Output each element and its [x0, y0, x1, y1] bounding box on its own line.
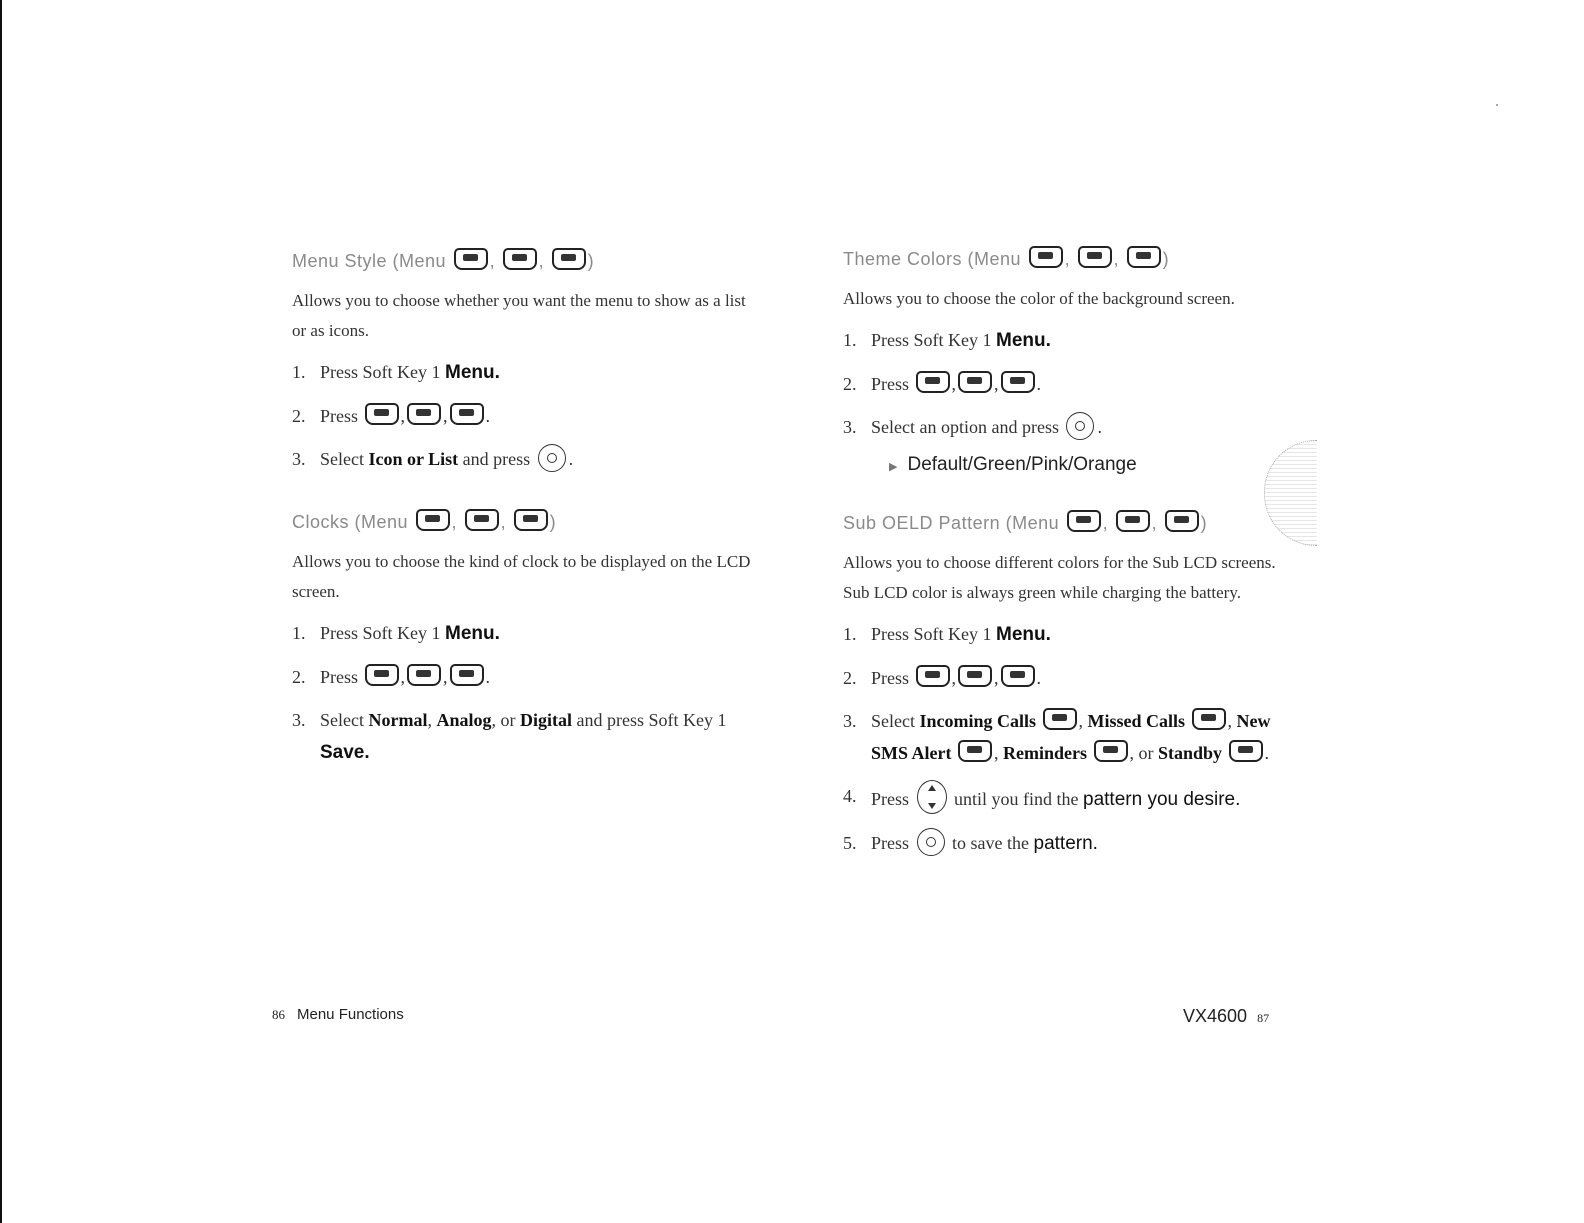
left-page-number: 86 — [272, 1007, 285, 1022]
key-8-icon — [416, 509, 450, 531]
key-8-icon — [916, 371, 950, 393]
footer-right — [1183, 1006, 1269, 1027]
footer-left — [272, 1006, 404, 1023]
key-4-icon — [1094, 740, 1128, 762]
sub-oled-step-4: 4. Press until you find the pattern you desire. — [843, 780, 1283, 816]
menu-style-step-1: 1. Press Soft Key 1 Menu. — [292, 362, 500, 383]
key-2-icon — [407, 403, 441, 425]
clocks-description: Allows you to choose the kind of clock to be displayed on the LCD screen. — [292, 552, 751, 601]
theme-colors-description: Allows you to choose the color of the background screen. — [843, 289, 1235, 308]
menu-style-heading: Menu Style (Menu , , ) — [292, 248, 762, 272]
key-6-icon — [450, 403, 484, 425]
scan-edge-line — [0, 0, 2, 1223]
key-2-icon — [1116, 510, 1150, 532]
right-page-number: 87 — [1257, 1011, 1270, 1025]
arrow-icon: ▶ — [889, 461, 898, 473]
key-2-icon — [1192, 708, 1226, 730]
theme-colors-section — [843, 246, 1283, 476]
key-2-icon — [465, 509, 499, 531]
sub-oled-step-2: 2. Press , , . — [843, 662, 1283, 694]
menu-style-step-3: 3. Select Icon or List and press . — [292, 443, 762, 475]
key-2-icon — [1078, 246, 1112, 268]
theme-colors-heading: Theme Colors (Menu , , ) — [843, 246, 1283, 270]
key-5-icon — [1229, 740, 1263, 762]
key-8-icon — [454, 248, 488, 270]
menu-style-section — [292, 248, 762, 475]
key-8-icon — [365, 403, 399, 425]
key-8-icon — [916, 665, 950, 687]
key-8-icon — [1029, 246, 1063, 268]
key-8-icon — [365, 664, 399, 686]
key-7-icon — [514, 509, 548, 531]
theme-colors-step-3: 3. Select an option and press . — [843, 411, 1283, 443]
sub-oled-step-1: 1. Press Soft Key 1 Menu. — [843, 624, 1051, 645]
clocks-step-1: 1. Press Soft Key 1 Menu. — [292, 623, 500, 644]
left-page-column — [292, 248, 762, 803]
model-name: VX4600 — [1183, 1006, 1248, 1026]
navigation-key-icon — [917, 780, 947, 814]
theme-colors-options: ▶ Default/Green/Pink/Orange — [889, 454, 1137, 475]
key-9-icon — [1165, 510, 1199, 532]
sub-oled-pattern-description: Allows you to choose different colors for the Sub LCD screens. Sub LCD color is always green while charging the battery. — [843, 553, 1276, 602]
key-2-icon — [503, 248, 537, 270]
key-8-icon — [1127, 246, 1161, 268]
section-name: Menu Functions — [297, 1006, 404, 1023]
key-8-icon — [1001, 371, 1035, 393]
theme-colors-step-2: 2. Press , , . — [843, 368, 1283, 400]
key-2-icon — [407, 664, 441, 686]
ok-button-icon — [1066, 412, 1094, 440]
key-6-icon — [552, 248, 586, 270]
clocks-heading: Clocks (Menu , , ) — [292, 509, 762, 533]
clocks-step-2: 2. Press , , . — [292, 661, 762, 693]
menu-style-description: Allows you to choose whether you want the menu to show as a list or as icons. — [292, 291, 746, 340]
menu-style-step-2: 2. Press , , . — [292, 400, 762, 432]
clocks-step-3: 3. Select Normal, Analog, or Digital and press Soft Key 1 Save. — [292, 710, 727, 763]
ok-button-icon — [917, 828, 945, 856]
key-1-icon — [1043, 708, 1077, 730]
sub-oled-step-3: 3. Select Incoming Calls , Missed Calls , New SMS Alert , Reminders , or Standby . — [843, 705, 1283, 769]
key-2-icon — [958, 371, 992, 393]
clocks-section — [292, 509, 762, 769]
theme-colors-step-1: 1. Press Soft Key 1 Menu. — [843, 330, 1051, 351]
key-9-icon — [1001, 665, 1035, 687]
ok-button-icon — [538, 444, 566, 472]
key-8-icon — [1067, 510, 1101, 532]
scan-speck — [1496, 104, 1498, 106]
key-2-icon — [958, 665, 992, 687]
sub-oled-step-5: 5. Press to save the pattern. — [843, 827, 1283, 860]
key-7-icon — [450, 664, 484, 686]
right-page-column — [843, 246, 1283, 894]
sub-oled-pattern-heading: Sub OELD Pattern (Menu , , ) — [843, 510, 1283, 534]
sub-oled-pattern-section — [843, 510, 1283, 860]
key-3-icon — [958, 740, 992, 762]
